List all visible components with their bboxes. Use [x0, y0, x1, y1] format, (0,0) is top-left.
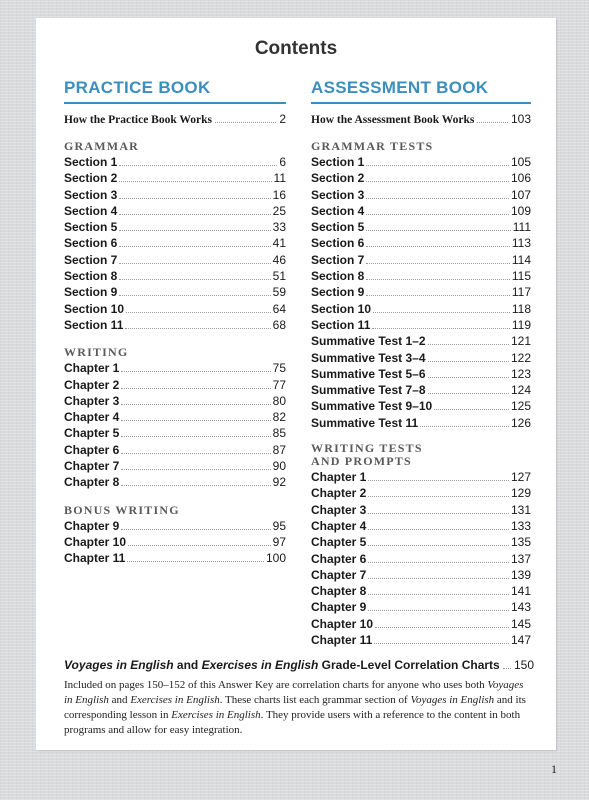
entry-label: Section 3	[64, 187, 118, 202]
toc-entry	[311, 568, 531, 584]
entry-label: Summative Test 3–4	[311, 350, 426, 365]
dot-leader	[374, 643, 509, 644]
practice-book-heading: PRACTICE BOOK	[64, 78, 286, 104]
entry-page: 117	[511, 285, 531, 300]
entry-label: Section 10	[311, 301, 372, 316]
toc-entry	[311, 503, 531, 519]
entry-label: Section 10	[64, 301, 125, 316]
dot-leader	[366, 295, 510, 296]
assessment-book-heading: ASSESSMENT BOOK	[311, 78, 531, 104]
dot-leader	[368, 496, 509, 497]
dot-leader	[503, 668, 511, 669]
entry-label: Chapter 1	[64, 361, 120, 376]
entry-page: 90	[272, 459, 286, 474]
entry-label: Chapter 8	[64, 475, 120, 490]
dot-leader	[366, 279, 510, 280]
entry-page: 119	[511, 317, 531, 332]
entry-page: 143	[510, 600, 531, 615]
entry-page: 124	[510, 383, 531, 398]
toc-entry	[64, 269, 286, 285]
entry-page: 25	[272, 203, 286, 218]
toc-entry	[311, 253, 531, 269]
toc-entry	[64, 459, 286, 475]
dot-leader	[434, 409, 509, 410]
entry-label: Chapter 9	[311, 600, 367, 615]
entry-label: Section 6	[311, 236, 365, 251]
toc-entry	[311, 285, 531, 301]
toc-entry	[64, 236, 286, 252]
entry-label: Chapter 9	[64, 518, 120, 533]
dot-leader	[128, 545, 271, 546]
dot-leader	[125, 328, 270, 329]
dot-leader	[373, 312, 510, 313]
toc-entry	[311, 220, 531, 236]
toc-entry	[311, 552, 531, 568]
writing-tests-list	[311, 470, 531, 649]
dot-leader	[119, 279, 270, 280]
correlation-description	[64, 678, 534, 738]
entry-page: 100	[265, 551, 286, 566]
entry-page: 147	[510, 633, 531, 648]
dot-leader	[119, 230, 270, 231]
entry-page: 137	[510, 551, 531, 566]
entry-label: How the Assessment Book Works	[311, 114, 475, 126]
entry-page: 46	[272, 252, 286, 267]
toc-entry	[311, 204, 531, 220]
toc-entry	[311, 486, 531, 502]
title-part-voyages: Voyages in English	[64, 658, 174, 672]
dot-leader	[428, 344, 509, 345]
entry-page: 80	[272, 393, 286, 408]
dot-leader	[119, 295, 270, 296]
entry-label: Section 4	[311, 203, 365, 218]
writing-tests-heading	[311, 442, 531, 468]
dot-leader	[121, 436, 270, 437]
dot-leader	[215, 122, 276, 123]
entry-page: 122	[510, 350, 531, 365]
entry-page: 41	[272, 236, 286, 251]
entry-page: 131	[510, 502, 531, 517]
toc-entry	[311, 351, 531, 367]
entry-page: 111	[512, 220, 531, 235]
entry-page: 125	[510, 399, 531, 414]
dot-leader	[121, 371, 270, 372]
entry-label: Chapter 10	[311, 616, 374, 631]
title-and: and	[173, 658, 202, 672]
toc-entry	[64, 204, 286, 220]
desc-text: . These charts list each grammar section of	[219, 694, 411, 706]
entry-label: Chapter 1	[311, 470, 367, 485]
dot-leader	[375, 627, 509, 628]
dot-leader	[127, 561, 264, 562]
toc-entry	[311, 383, 531, 399]
entry-page: 135	[510, 535, 531, 550]
grammar-heading: GRAMMAR	[64, 139, 140, 153]
entry-label: Summative Test 7–8	[311, 383, 426, 398]
entry-label: Section 2	[64, 171, 118, 186]
entry-page: 92	[272, 475, 286, 490]
toc-entry	[311, 236, 531, 252]
toc-entry	[64, 253, 286, 269]
entry-page: 133	[510, 518, 531, 533]
entry-label: Chapter 10	[64, 534, 127, 549]
toc-entry	[311, 269, 531, 285]
desc-italic: Voyages in English	[64, 679, 524, 706]
entry-label: Summative Test 1–2	[311, 334, 426, 349]
entry-label: Section 7	[311, 252, 365, 267]
entry-page: 145	[510, 616, 531, 631]
dot-leader	[119, 246, 270, 247]
entry-page: 6	[279, 155, 286, 169]
dot-leader	[121, 469, 270, 470]
bonus-writing-list	[64, 519, 286, 568]
dot-leader	[366, 181, 509, 182]
entry-page: 121	[510, 334, 531, 349]
correlation-section	[64, 658, 534, 738]
dot-leader	[428, 393, 509, 394]
toc-entry	[311, 367, 531, 383]
entry-label: Chapter 2	[311, 486, 367, 501]
entry-page: 109	[510, 203, 531, 218]
grammar-list	[64, 155, 286, 334]
toc-entry	[64, 535, 286, 551]
toc-entry	[64, 220, 286, 236]
toc-entry	[64, 188, 286, 204]
entry-page: 2	[279, 112, 286, 126]
title-rest: Grade-Level Correlation Charts	[318, 658, 500, 672]
entry-page: 114	[511, 252, 531, 267]
entry-label: Chapter 5	[311, 535, 367, 550]
desc-italic: Exercises in English	[130, 694, 220, 706]
entry-label: Chapter 6	[311, 551, 367, 566]
grammar-tests-heading: GRAMMAR TESTS	[311, 139, 434, 153]
toc-entry	[311, 155, 531, 171]
toc-entry	[64, 155, 286, 171]
desc-italic: Exercises in English	[171, 709, 261, 721]
toc-entry	[311, 519, 531, 535]
entry-label: Section 1	[311, 155, 365, 169]
page-sheet	[36, 18, 556, 750]
toc-entry	[64, 302, 286, 318]
dot-leader	[368, 578, 509, 579]
dot-leader	[366, 214, 509, 215]
dot-leader	[121, 453, 270, 454]
dot-leader	[119, 165, 277, 166]
desc-italic: Voyages in English	[410, 694, 495, 706]
entry-label: Chapter 3	[311, 502, 367, 517]
writing-tests-heading-line1: WRITING TESTS	[311, 441, 423, 456]
toc-entry	[64, 475, 286, 491]
entry-label: Summative Test 9–10	[311, 399, 433, 414]
entry-page: 59	[272, 285, 286, 300]
entry-label: Section 3	[311, 187, 365, 202]
entry-label: Section 8	[311, 269, 365, 284]
entry-label: How the Practice Book Works	[64, 114, 212, 126]
entry-page: 33	[272, 220, 286, 235]
dot-leader	[366, 263, 510, 264]
entry-label: Chapter 4	[311, 518, 367, 533]
entry-label: Section 5	[64, 220, 118, 235]
dot-leader	[368, 480, 509, 481]
entry-label: Chapter 7	[311, 567, 367, 582]
toc-entry	[311, 399, 531, 415]
writing-tests-heading-line2: AND PROMPTS	[311, 454, 412, 469]
entry-label: Summative Test 5–6	[311, 366, 426, 381]
entry-page: 123	[510, 366, 531, 381]
entry-label: Section 11	[64, 317, 124, 332]
entry-label: Section 9	[64, 285, 118, 300]
dot-leader	[126, 312, 271, 313]
entry-page: 103	[510, 112, 531, 126]
dot-leader	[366, 198, 509, 199]
entry-page: 85	[272, 426, 286, 441]
dot-leader	[368, 529, 509, 530]
entry-label: Section 2	[311, 171, 365, 186]
writing-heading: WRITING	[64, 345, 129, 360]
toc-entry	[64, 394, 286, 410]
entry-label: Summative Test 11	[311, 415, 419, 430]
desc-text: and its corresponding lesson in	[64, 694, 526, 721]
toc-entry	[64, 171, 286, 187]
dot-leader	[368, 610, 509, 611]
toc-entry	[64, 361, 286, 377]
writing-list	[64, 361, 286, 491]
entry-page: 115	[511, 269, 531, 284]
entry-page: 107	[510, 187, 531, 202]
page-number: 1	[551, 762, 557, 776]
entry-label: Chapter 11	[64, 551, 126, 566]
entry-label: Chapter 2	[64, 377, 120, 392]
correlation-page: 150	[513, 658, 534, 672]
toc-entry	[64, 410, 286, 426]
entry-label: Chapter 7	[64, 459, 120, 474]
entry-page: 126	[510, 415, 531, 430]
entry-page: 95	[272, 518, 286, 533]
dot-leader	[121, 404, 270, 405]
entry-label: Section 8	[64, 269, 118, 284]
bonus-writing-heading: BONUS WRITING	[64, 502, 180, 517]
dot-leader	[119, 181, 271, 182]
entry-page: 141	[510, 584, 531, 599]
dot-leader	[368, 594, 509, 595]
entry-page: 16	[272, 187, 286, 202]
dot-leader	[372, 328, 509, 329]
desc-text: Included on pages 150–152 of this Answer Key are correlation charts for anyone who uses both	[64, 679, 488, 691]
entry-label: Section 7	[64, 252, 118, 267]
entry-page: 118	[511, 301, 531, 316]
toc-entry	[311, 171, 531, 187]
grammar-tests-list	[311, 155, 531, 432]
page-title: Contents	[254, 38, 338, 59]
entry-label: Chapter 11	[311, 633, 373, 648]
dot-leader	[121, 485, 270, 486]
entry-label: Section 6	[64, 236, 118, 251]
toc-entry	[64, 426, 286, 442]
dot-leader	[368, 562, 509, 563]
desc-text: . They provide users with a reference to the content in both programs and allow for easy integration.	[64, 709, 521, 736]
entry-label: Section 9	[311, 285, 365, 300]
desc-text: and	[108, 694, 131, 706]
title-part-exercises: Exercises in English	[201, 658, 319, 672]
entry-page: 105	[510, 155, 531, 169]
correlation-entry	[64, 658, 534, 672]
entry-page: 77	[272, 377, 286, 392]
entry-page: 106	[510, 171, 531, 186]
entry-page: 68	[272, 317, 286, 332]
dot-leader	[477, 122, 508, 123]
dot-leader	[420, 426, 509, 427]
toc-entry	[311, 633, 531, 649]
entry-page: 129	[510, 486, 531, 501]
entry-label: Chapter 5	[64, 426, 120, 441]
toc-entry	[64, 378, 286, 394]
entry-label: Section 5	[311, 220, 365, 235]
entry-page: 82	[272, 410, 286, 425]
how-practice-book-works-entry	[64, 112, 286, 128]
entry-page: 139	[510, 567, 531, 582]
dot-leader	[119, 198, 270, 199]
entry-page: 127	[510, 470, 531, 485]
toc-entry	[64, 443, 286, 459]
dot-leader	[119, 263, 270, 264]
toc-entry	[311, 470, 531, 486]
entry-label: Section 1	[64, 155, 118, 169]
dot-leader	[368, 545, 509, 546]
entry-page: 64	[272, 301, 286, 316]
toc-entry	[64, 318, 286, 334]
dot-leader	[119, 214, 270, 215]
how-assessment-book-works-entry	[311, 112, 531, 128]
dot-leader	[121, 420, 270, 421]
toc-entry	[311, 188, 531, 204]
entry-label: Chapter 8	[311, 584, 367, 599]
entry-label: Chapter 6	[64, 442, 120, 457]
entry-page: 97	[272, 534, 286, 549]
dot-leader	[366, 165, 509, 166]
dot-leader	[368, 513, 509, 514]
entry-page: 113	[511, 236, 531, 251]
entry-label: Section 4	[64, 203, 118, 218]
dot-leader	[428, 361, 509, 362]
dot-leader	[121, 388, 270, 389]
entry-label: Section 11	[311, 317, 371, 332]
toc-entry	[311, 535, 531, 551]
toc-entry	[311, 334, 531, 350]
toc-entry	[64, 519, 286, 535]
entry-label: Chapter 3	[64, 393, 120, 408]
correlation-title	[64, 658, 500, 672]
toc-entry	[64, 285, 286, 301]
dot-leader	[366, 230, 510, 231]
dot-leader	[121, 529, 270, 530]
toc-entry	[311, 318, 531, 334]
dot-leader	[428, 377, 509, 378]
entry-page: 87	[272, 442, 286, 457]
toc-entry	[311, 302, 531, 318]
entry-label: Chapter 4	[64, 410, 120, 425]
toc-entry	[311, 600, 531, 616]
entry-page: 51	[272, 269, 286, 284]
toc-entry	[311, 416, 531, 432]
entry-page: 11	[273, 171, 286, 186]
assessment-book-column	[311, 78, 531, 649]
practice-book-column	[64, 78, 286, 568]
toc-entry	[64, 551, 286, 567]
dot-leader	[366, 246, 510, 247]
entry-page: 75	[272, 361, 286, 376]
toc-entry	[311, 584, 531, 600]
toc-entry	[311, 617, 531, 633]
